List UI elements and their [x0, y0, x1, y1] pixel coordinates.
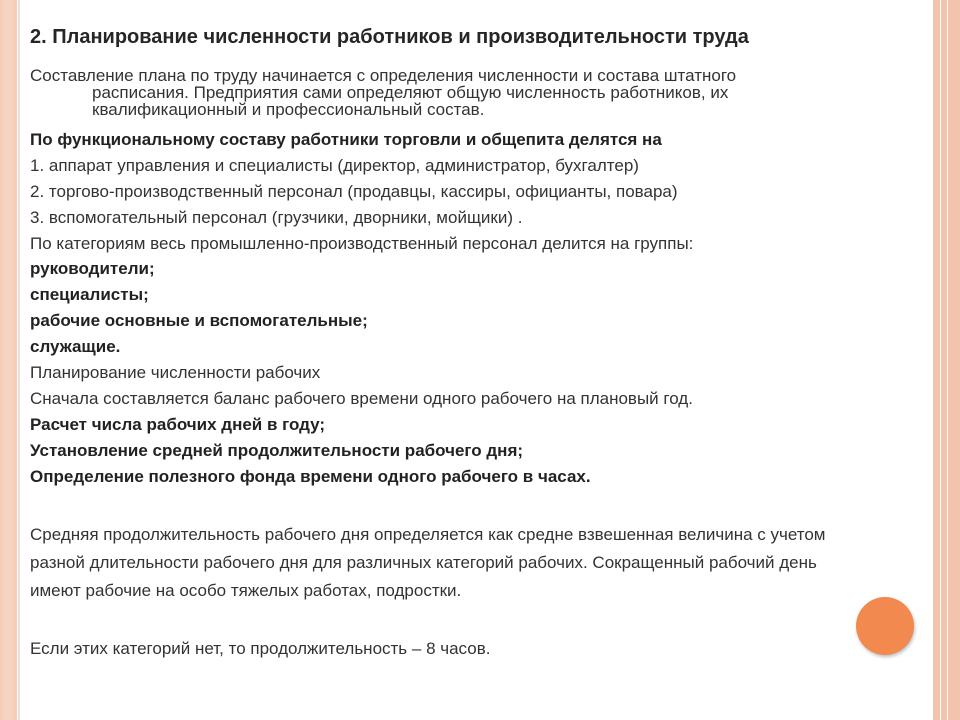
content-list	[30, 127, 890, 489]
list-item: Сначала составляется баланс рабочего времени одного рабочего на плановый год.	[30, 388, 693, 408]
explanation-paragraph: Средняя продолжительность рабочего дня определяется как средне взвешенная величина с учетом разной длительности рабочего дня для различных категорий рабочих. Сокращенный рабочий день имеют рабочие на особо тяжелых работах, подростки.	[30, 525, 826, 600]
intro-line: Составление плана по труду начинается с определения численности и состава штатного	[30, 66, 737, 85]
list-item: 3. вспомогательный персонал (грузчики, дворники, мойщики) .	[30, 207, 523, 227]
bold-list-item: специалисты;	[30, 285, 149, 305]
list-item: 2. торгово-производственный персонал (продавцы, кассиры, официанты, повара)	[30, 181, 678, 201]
bold-list-item: рабочие основные и вспомогательные;	[30, 311, 368, 331]
left-border-stripe-inner	[3, 0, 13, 720]
right-border-line	[947, 0, 948, 720]
right-border-line	[940, 0, 941, 720]
slide-title: 2. Планирование численности работников и производительности труда	[30, 26, 749, 48]
conclusion-line: Если этих категорий нет, то продолжительность – 8 часов.	[30, 639, 491, 658]
bold-list-item: По функциональному составу работники торговли и общепита делятся на	[30, 130, 662, 149]
bold-list-item: Определение полезного фонда времени одного рабочего в часах.	[30, 466, 591, 486]
list-item: 1. аппарат управления и специалисты (директор, администратор, бухгалтер)	[30, 155, 639, 175]
intro-line: расписания. Предприятия сами определяют общую численность работников, их	[92, 83, 729, 102]
bold-list-item: Расчет числа рабочих дней в году;	[30, 414, 326, 434]
intro-line: квалификационный и профессиональный состав.	[92, 100, 485, 119]
bold-list-item: Установление средней продолжительности рабочего дня;	[30, 440, 524, 460]
decorative-circle-icon	[856, 597, 914, 655]
intro-paragraph	[30, 67, 925, 118]
list-item: Планирование численности рабочих	[30, 363, 321, 383]
list-item: По категориям весь промышленно-производственный персонал делится на группы:	[30, 233, 694, 253]
bold-list-item: руководители;	[30, 259, 155, 279]
bold-list-item: служащие.	[30, 337, 121, 357]
